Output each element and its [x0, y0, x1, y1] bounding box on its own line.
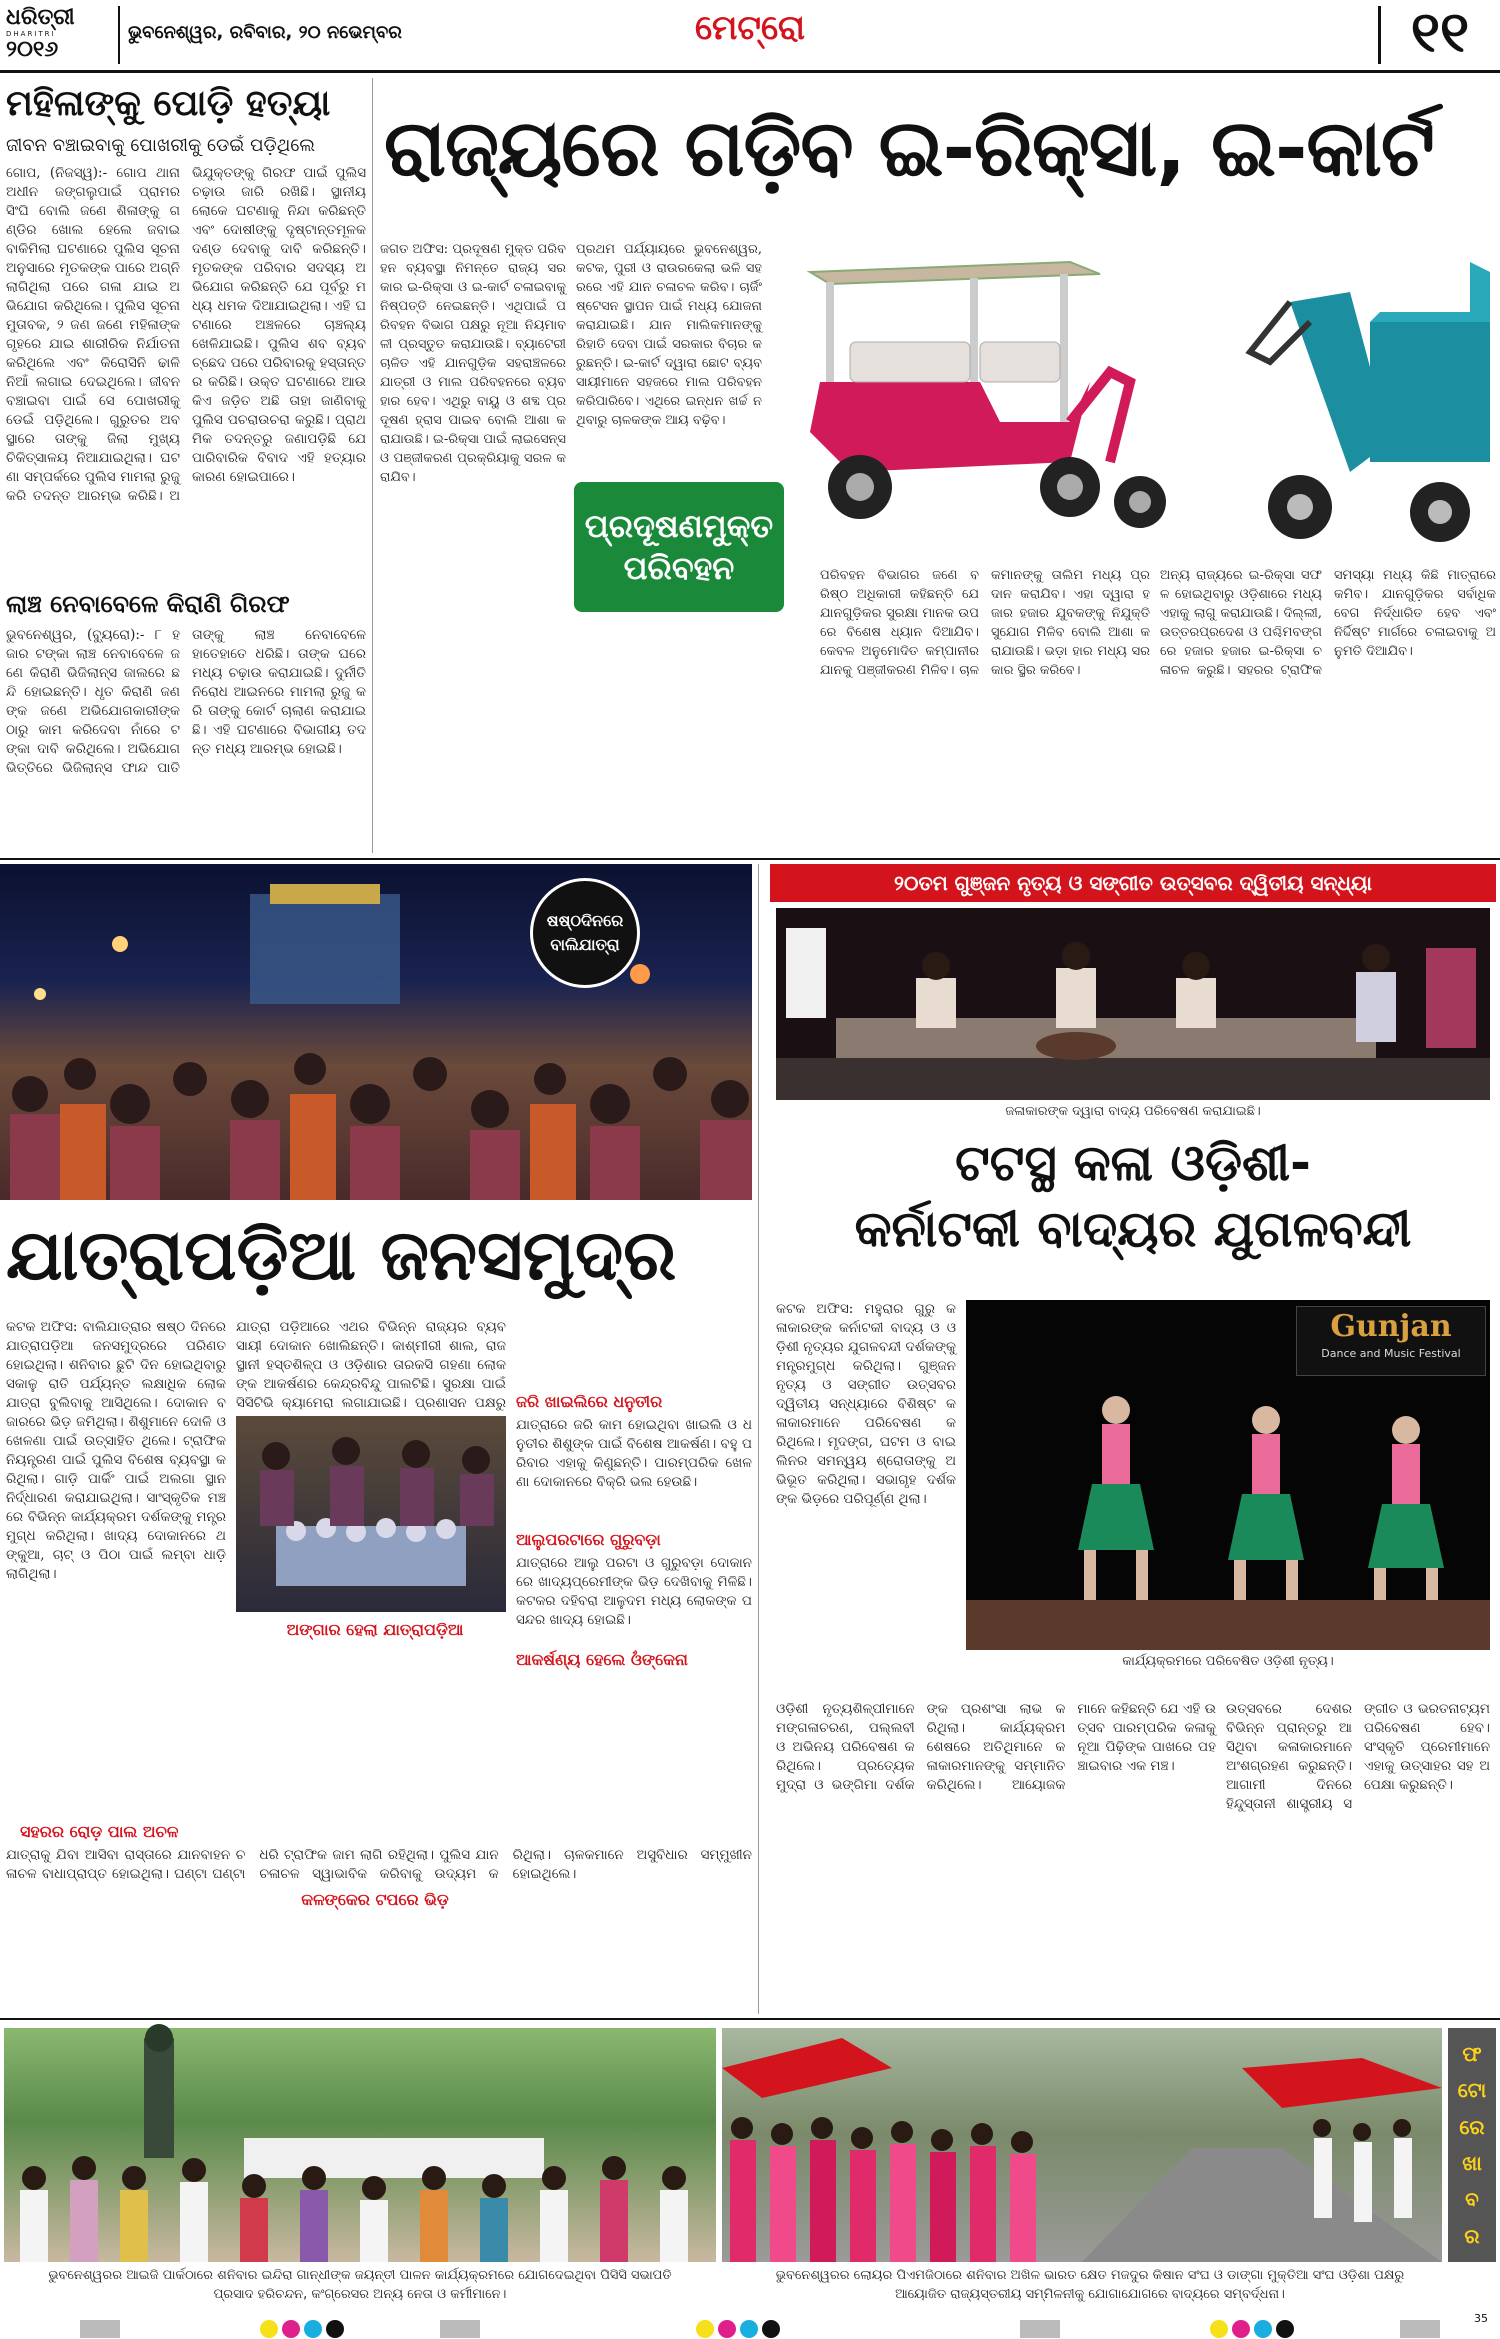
balijatra-badge [530, 878, 640, 988]
e-cart-icon [1250, 262, 1490, 542]
label-letter: ରେ [1459, 2114, 1485, 2139]
gunjan-photo1-caption: ଜଳାକାରଙ୍କ ଦ୍ୱାରା ବାଦ୍ୟ ପରିବେଷଣ କରାଯାଇଛି। [1005, 1104, 1261, 1119]
gunjan-body-b: ଓଡ଼ିଶୀ ନୃତ୍ୟଶିଳ୍ପୀମାନେ ମଙ୍ଗଳାଚରଣ, ପଲ୍ଲବୀ ଓ ଅଭିନୟ ପରିବେଷଣ କରିଥିଲେ। ପ୍ରତ୍ୟେକ ମୁଦ୍ରା ଓ ଭଙ୍ଗିମା ଦର୍ଶକଙ୍କ ପ୍ରଶଂସା ଲାଭ କରିଥିଲା। କାର୍ଯ୍ୟକ୍ରମ ଶେଷରେ ଅତିଥିମାନେ କଳାକାରମାନଙ୍କୁ ସମ୍ମାନିତ କରିଥିଲେ। ଆୟୋଜକମାନେ କହିଛନ୍ତି ଯେ ଏହି ଉତ୍ସବ ପାରମ୍ପରିକ କଳାକୁ ନୂଆ ପିଢ଼ିଙ୍କ ପାଖରେ ପହଞ୍ଚାଇବାର ଏକ ମଞ୍ଚ। [776, 1701, 1216, 1793]
gunjan-body-c: ଉତ୍ସବରେ ଦେଶର ବିଭିନ୍ନ ପ୍ରାନ୍ତରୁ ଆସିଥିବା କଳାକାରମାନେ ଅଂଶଗ୍ରହଣ କରୁଛନ୍ତି। ଆଗାମୀ ଦିନରେ ହିନ୍ଦୁସ୍ତାନୀ ଶାସ୍ତ୍ରୀୟ ସଙ୍ଗୀତ ଓ ଭରତନାଟ୍ୟମ ପରିବେଷଣ ହେବ। ସଂସ୍କୃତି ପ୍ରେମୀମାନେ ଏହାକୁ ଉତ୍ସାହର ସହ ଅପେକ୍ଷା କରୁଛନ୍ତି। [1226, 1701, 1490, 1812]
stage-banner [1296, 1306, 1486, 1376]
story1-body: ଗୋପ, (ନିଜସ୍ୱ):- ଗୋପ ଥାନା ଅଧୀନ ଜଙ୍ଗଲୁପାଇଁ ପ୍ରାମର ସିଂଘି ବୋଲି ଜଣେ ଶିଳାଙ୍କୁ ଗଣ୍ଡିର ଖୋଲ ହେଲେ ଜବାଇ ବାକିମିଲା ଘଟଣାରେ ପୁଲିସ ସୂଚନା ଅନୁସାରେ ମୃତକଙ୍କ ପାରେ ଅଗ୍ନି ଲାଗିଥିଲା ପରେ ଗଳା ଯାଇ ଅଭିଯୋଗ କରିଥିଲେ। ପୁଲିସ ସୂଚନା ମୁତାବକ, ୨ ଜଣ ଜଣେ ମହିଳାଙ୍କ ଗୃହରେ ଯାଇ ଶାରୀରିକ ନିର୍ଯାତନା କରିଥିଲେ ଏବଂ କିରୋସିନି ଢାଳି ନିଆଁ ଲଗାଇ ଦେଇଥିଲେ। ଜୀବନ ବଞ୍ଚାଇବା ପାଇଁ ସେ ପୋଖରୀକୁ ଡେଇଁ ପଡ଼ିଥିଲେ। ଗୁରୁତର ଅବସ୍ଥାରେ ତାଙ୍କୁ ଜିଲା ମୁଖ୍ୟ ଚିକିତ୍ସାଳୟ ନିଆଯାଇଥିଲା। ଘଟଣା ସମ୍ପର୍କରେ ପୁଲିସ ମାମଲା ରୁଜୁ କରି ତଦନ୍ତ ଆରମ୍ଭ କରିଛି। ଅଭିଯୁକ୍ତଙ୍କୁ ଗିରଫ ପାଇଁ ପୁଲିସ ଚଢ଼ାଉ ଜାରି ରଖିଛି। ସ୍ଥାନୀୟ ଲୋକେ ଘଟଣାକୁ ନିନ୍ଦା କରିଛନ୍ତି ଏବଂ ଦୋଷୀଙ୍କୁ ଦୃଷ୍ଟାନ୍ତମୂଳକ ଦଣ୍ଡ ଦେବାକୁ ଦାବି କରିଛନ୍ତି। ମୃତକଙ୍କ ପରିବାର ସଦସ୍ୟ ଅଭିଯୋଗ କରିଛନ୍ତି ଯେ ପୂର୍ବରୁ ମଧ୍ୟ ଧମକ ଦିଆଯାଇଥିଲା। ଏହି ଘଟଣାରେ ଅଞ୍ଚଳରେ ଚାଞ୍ଚଲ୍ୟ ଖେଳିଯାଇଛି। ପୁଲିସ ଶବ ବ୍ୟବଚ୍ଛେଦ ପରେ ପରିବାରକୁ ହସ୍ତାନ୍ତର କରିଛି। ଉକ୍ତ ଘଟଣାରେ ଆଉ କିଏ ଜଡ଼ିତ ଅଛି ତାହା ଜାଣିବାକୁ ପୁଲିସ ପଚରାଉଚରା କରୁଛି। ପ୍ରାଥମିକ ତଦନ୍ତରୁ ଜଣାପଡ଼ିଛି ଯେ ପାରିବାରିକ ବିବାଦ ଏହି ହତ୍ୟାର କାରଣ ହୋଇପାରେ। [6, 165, 366, 504]
photo-congress-caption: ଭୁବନେଶ୍ୱରର ଆଇଜି ପାର୍କଠାରେ ଶନିବାର ଇନ୍ଦିରା ଗାନ୍ଧୀଙ୍କ ଜୟନ୍ତୀ ପାଳନ କାର୍ଯ୍ୟକ୍ରମରେ ଯୋଗଦେଇଥିବା ପିସିସି ସଭାପତି ପ୍ରସାଦ ହରିଚନ୍ଦନ, କଂଗ୍ରେସର ଅନ୍ୟ ନେତା ଓ କର୍ମୀମାନେ। [48, 2268, 672, 2302]
stage-banner-title: Gunjan [1330, 1309, 1452, 1344]
label-letter: ର [1464, 2223, 1480, 2248]
gunjan-banner [770, 864, 1496, 902]
label-letter: ବ [1465, 2187, 1479, 2212]
label-letter: ଖା [1462, 2151, 1482, 2176]
gunjan-music-photo [776, 908, 1490, 1100]
photo-congress-event [4, 2028, 716, 2262]
balijatra-sub1: ଜରି ଖାଇଲିରେ ଧନୁତୀର [516, 1392, 663, 1411]
e-vehicles-photo [770, 232, 1496, 554]
balijatra-sub6: କଳଙ୍କେର ଟପରେ ଭିଡ଼ [301, 1890, 449, 1909]
stall-illustration [236, 1416, 506, 1612]
balijatra-headline: ଯାତ୍ରାପଡ଼ିଆ ଜନସମୁଦ୍ର [6, 1214, 677, 1296]
gathering-illustration [4, 2028, 716, 2262]
page-number: ୧୧ [1410, 0, 1470, 65]
logo-text: ଧରିତ୍ରୀ [6, 4, 75, 30]
lead-tag-text: ପ୍ରଦୂଷଣମୁକ୍ତ ପରିବହନ [584, 507, 774, 587]
balijatra-sub2: ଆଲୁପରଟାରେ ଗୁରୁବଡ଼ା [516, 1530, 661, 1549]
folio: 35 [1474, 2312, 1488, 2325]
photo-news-label [1448, 2028, 1496, 2262]
story2-headline: ଲାଞ୍ଚ ନେବାବେଳେ କିରାଣି ଗିରଫ [6, 590, 290, 618]
story1-subhead: ଜୀବନ ବଞ୍ଚାଇବାକୁ ପୋଖରୀକୁ ଡେଇଁ ପଡ଼ିଥିଲେ [6, 135, 316, 156]
lead-body-b: ପ୍ରଥମ ପର୍ଯ୍ୟାୟରେ ଭୁବନେଶ୍ୱର, କଟକ, ପୁରୀ ଓ ରାଉରକେଲା ଭଳି ସହରରେ ଏହି ଯାନ ଚଳାଚଳ କରିବ। ଚାର୍ଜିଂ ଷ୍ଟେସନ ସ୍ଥାପନ ପାଇଁ ମଧ୍ୟ ଯୋଜନା କରାଯାଇଛି। ଯାନ ମାଲିକମାନଙ୍କୁ ରିହାତି ଦେବା ପାଇଁ ସରକାର ବିଚାର କରୁଛନ୍ତି। ଇ-କାର୍ଟ ଦ୍ୱାରା ଛୋଟ ବ୍ୟବସାୟୀମାନେ ସହଜରେ ମାଲ ପରିବହନ କରିପାରିବେ। ଏଥିରେ ଇନ୍ଧନ ଖର୍ଚ୍ଚ ନ ଥିବାରୁ ଚାଳକଙ୍କ ଆୟ ବଢ଼ିବ। [576, 242, 762, 428]
balijatra-badge-text: ଷଷ୍ଠଦିନରେ ବାଲିଯାତ୍ରା [546, 911, 624, 954]
lead-headline: ରାଜ୍ୟରେ ଗଡ଼ିବ ଇ-ରିକ୍ସା, ଇ-କାର୍ଟ [384, 104, 1434, 194]
photo-rally-caption: ଭୁବନେଶ୍ୱରର ଲୋୟର ପିଏମଜିଠାରେ ଶନିବାର ଅଖିଳ ଭାରତ କ୍ଷେତ ମଜଦୁର କିଷାନ ସଂଘ ଓ ଡାଙ୍ଗା ମୁକ୍ତିଆ ସଂଘ ଓଡ଼ିଶା ପକ୍ଷରୁ ଆୟୋଜିତ ରାଜ୍ୟସ୍ତରୀୟ ସମ୍ମିଳନୀକୁ ଯୋଗାଯୋଗରେ ବାଦ୍ୟରେ ସମ୍ବର୍ଦ୍ଧନା। [775, 2268, 1405, 2302]
musicians-illustration [776, 908, 1490, 1100]
story1-headline: ମହିଳାଙ୍କୁ ପୋଡ଼ି ହତ୍ୟା [6, 83, 331, 124]
balijatra-sub3: ଅଙ୍ଗାର ହେଲା ଯାତ୍ରାପଡ଼ିଆ [286, 1620, 464, 1639]
balijatra-crowd-photo [0, 864, 752, 1200]
stage-banner-sub: Dance and Music Festival [1321, 1347, 1461, 1360]
gunjan-odissi-photo [966, 1300, 1490, 1650]
label-letter: ଫ [1462, 2042, 1482, 2067]
balijatra-sub5: ସହରର ରୋଡ଼ ପାଲ ଅଚଳ [20, 1822, 179, 1841]
balijatra-body-e: ଯାତ୍ରାକୁ ଯିବା ଆସିବା ରାସ୍ତାରେ ଯାନବାହନ ଚଳାଚଳ ବାଧାପ୍ରାପ୍ତ ହୋଇଥିଲା। ଘଣ୍ଟା ଘଣ୍ଟା ଧରି ଟ୍ରାଫିକ ଜାମ ଲାଗି ରହିଥିଲା। ପୁଲିସ ଯାନ ଚଳାଚଳ ସ୍ୱାଭାବିକ କରିବାକୁ ଉଦ୍ୟମ କରିଥିଲା। ଚାଳକମାନେ ଅସୁବିଧାର ସମ୍ମୁଖୀନ ହୋଇଥିଲେ। [6, 1847, 752, 1882]
balijatra-body-d: ଯାତ୍ରାରେ ଆଲୁ ପରଟା ଓ ଗୁରୁବଡ଼ା ଦୋକାନରେ ଖାଦ୍ୟପ୍ରେମୀଙ୍କ ଭିଡ଼ ଦେଖିବାକୁ ମିଳିଛି। କଟକର ଦହିବରା ଆଳୁଦମ ମଧ୍ୟ ଲୋକଙ୍କ ପସନ୍ଦର ଖାଦ୍ୟ ହୋଇଛି। [516, 1555, 752, 1628]
section-name: ମେଟ୍ରୋ [694, 8, 806, 48]
balijatra-stall-photo [236, 1416, 506, 1612]
lead-tag [574, 482, 784, 612]
balijatra-body-a: କଟକ ଅଫିସ: ବାଲିଯାତ୍ରାର ଷଷ୍ଠ ଦିନରେ ଯାତ୍ରାପଡ଼ିଆ ଜନସମୁଦ୍ରରେ ପରିଣତ ହୋଇଥିଲା। ଶନିବାର ଛୁଟି ଦିନ ହୋଇଥିବାରୁ ସକାଳୁ ରାତି ପର୍ଯ୍ୟନ୍ତ ଲକ୍ଷାଧିକ ଲୋକ ଯାତ୍ରା ବୁଲିବାକୁ ଆସିଥିଲେ। ଦୋକାନ ବଜାରରେ ଭିଡ଼ ଜମିଥିଲା। ଶିଶୁମାନେ ଦୋଳି ଓ ଖେଳଣା ପାଇଁ ଉତ୍ସାହିତ ଥିଲେ। ଟ୍ରାଫିକ ନିୟନ୍ତ୍ରଣ ପାଇଁ ପୁଲିସ ବିଶେଷ ବ୍ୟବସ୍ଥା କରିଥିଲା। ଗାଡ଼ି ପାର୍କିଂ ପାଇଁ ଅଲଗା ସ୍ଥାନ ନିର୍ଦ୍ଧାରଣ କରାଯାଇଥିଲା। ସାଂସ୍କୃତିକ ମଞ୍ଚରେ ବିଭିନ୍ନ କାର୍ଯ୍ୟକ୍ରମ ଦର୍ଶକଙ୍କୁ ମନ୍ତ୍ରମୁଗ୍ଧ କରିଥିଲା। ଖାଦ୍ୟ ଦୋକାନରେ ଥଙ୍କୁଆ, ଚାଟ୍ ଓ ପିଠା ପାଇଁ ଲମ୍ବା ଧାଡ଼ି ଲାଗିଥିଲା। [6, 1319, 226, 1582]
gunjan-photo2-caption: କାର୍ଯ୍ୟକ୍ରମରେ ପରିବେଷିତ ଓଡ଼ିଶୀ ନୃତ୍ୟ। [1122, 1654, 1334, 1669]
balijatra-body-b: ଯାତ୍ରା ପଡ଼ିଆରେ ଏଥର ବିଭିନ୍ନ ରାଜ୍ୟର ବ୍ୟବସାୟୀ ଦୋକାନ ଖୋଲିଛନ୍ତି। କାଶ୍ମୀରୀ ଶାଲ, ରାଜସ୍ଥାନୀ ହସ୍ତଶିଳ୍ପ ଓ ଓଡ଼ିଶାର ତାରକସି ଗହଣା ଲୋକଙ୍କ ଆକର୍ଷଣର କେନ୍ଦ୍ରବିନ୍ଦୁ ପାଲଟିଛି। ସୁରକ୍ଷା ପାଇଁ ସିସିଟିଭି କ୍ୟାମେରା ଲଗାଯାଇଛି। ପ୍ରଶାସନ ପକ୍ଷରୁ [236, 1319, 506, 1411]
lead-body-d: ଅନ୍ୟ ରାଜ୍ୟରେ ଇ-ରିକ୍ସା ସଫଳ ହୋଇଥିବାରୁ ଓଡ଼ିଶାରେ ମଧ୍ୟ ଏହାକୁ ଲାଗୁ କରାଯାଉଛି। ଦିଲ୍ଲୀ, ଉତ୍ତରପ୍ରଦେଶ ଓ ପଶ୍ଚିମବଙ୍ଗରେ ହଜାର ହଜାର ଇ-ରିକ୍ସା ଚଳାଚଳ କରୁଛି। ସହରର ଟ୍ରାଫିକ ସମସ୍ୟା ମଧ୍ୟ କିଛି ମାତ୍ରାରେ କମିବ। ଯାନଗୁଡ଼ିକର ସର୍ବାଧିକ ବେଗ ନିର୍ଦ୍ଧାରିତ ହେବ ଏବଂ ନିର୍ଦ୍ଦିଷ୍ଟ ମାର୍ଗରେ ଚଳାଇବାକୁ ଅନୁମତି ଦିଆଯିବ। [1160, 568, 1496, 678]
gunjan-banner-text: ୨୦ତମ ଗୁଞ୍ଜନ ନୃତ୍ୟ ଓ ସଙ୍ଗୀତ ଉତ୍ସବର ଦ୍ୱିତୀୟ ସନ୍ଧ୍ୟା [894, 871, 1372, 895]
gunjan-headline-line1: ଟଟସ୍ଥ କଳା ଓଡ଼ିଶୀ- [955, 1134, 1311, 1192]
registration-marks [0, 2318, 1500, 2339]
lead-body-c: ପରିବହନ ବିଭାଗର ଜଣେ ବରିଷ୍ଠ ଅଧିକାରୀ କହିଛନ୍ତି ଯେ ଯାନଗୁଡ଼ିକର ସୁରକ୍ଷା ମାନକ ଉପରେ ବିଶେଷ ଧ୍ୟାନ ଦିଆଯିବ। କେବଳ ଅନୁମୋଦିତ କମ୍ପାନୀର ଯାନକୁ ପଞ୍ଜୀକରଣ ମିଳିବ। ଚାଳକମାନଙ୍କୁ ତାଲିମ ମଧ୍ୟ ପ୍ରଦାନ କରାଯିବ। ଏହା ଦ୍ୱାରା ହଜାର ହଜାର ଯୁବକଙ୍କୁ ନିଯୁକ୍ତି ସୁଯୋଗ ମିଳିବ ବୋଲି ଆଶା କରାଯାଉଛି। ଭଡ଼ା ହାର ମଧ୍ୟ ସରକାର ସ୍ଥିର କରିବେ। [820, 568, 1150, 678]
lead-body-a: ଜଗତ ଅଫିସ: ପ୍ରଦୂଷଣ ମୁକ୍ତ ପରିବହନ ବ୍ୟବସ୍ଥା ନିମନ୍ତେ ରାଜ୍ୟ ସରକାର ଇ-ରିକ୍ସା ଓ ଇ-କାର୍ଟ ଚଳାଇବାକୁ ନିଷ୍ପତ୍ତି ନେଇଛନ୍ତି। ଏଥିପାଇଁ ପରିବହନ ବିଭାଗ ପକ୍ଷରୁ ନୂଆ ନିୟମାବଳୀ ପ୍ରସ୍ତୁତ କରାଯାଉଛି। ବ୍ୟାଟେରୀ ଚାଳିତ ଏହି ଯାନଗୁଡ଼ିକ ସହରାଞ୍ଚଳରେ ଯାତ୍ରୀ ଓ ମାଲ ପରିବହନରେ ବ୍ୟବହାର ହେବ। ଏଥିରୁ ବାୟୁ ଓ ଶବ୍ଦ ପ୍ରଦୂଷଣ ହ୍ରାସ ପାଇବ ବୋଲି ଆଶା କରାଯାଉଛି। ଇ-ରିକ୍ସା ପାଇଁ ଲାଇସେନ୍ସ ଓ ପଞ୍ଜୀକରଣ ପ୍ରକ୍ରିୟାକୁ ସରଳ କରାଯିବ। [380, 242, 566, 485]
crowd-illustration [0, 864, 752, 1200]
masthead [0, 0, 1500, 70]
balijatra-body-c: ଯାତ୍ରାରେ ଜରି କାମ ହୋଇଥିବା ଖାଇଲି ଓ ଧନୁତୀର ଶିଶୁଙ୍କ ପାଇଁ ବିଶେଷ ଆକର୍ଷଣ। ବହୁ ପରିବାର ଏହାକୁ କିଣୁଛନ୍ତି। ପାରମ୍ପରିକ ଖେଳଣା ଦୋକାନରେ ବିକ୍ରି ଭଲ ହେଉଛି। [516, 1417, 752, 1490]
e-rickshaw-illustration [770, 232, 1496, 554]
e-rickshaw-icon [810, 262, 1166, 528]
march-illustration [722, 2028, 1442, 2262]
dateline: ଭୁବନେଶ୍ୱର, ରବିବାର, ୨୦ ନଭେମ୍ବର [128, 22, 402, 43]
logo-year: ୨୦୧୬ [6, 37, 59, 62]
label-letter: ଟୋ [1457, 2078, 1487, 2103]
gunjan-headline-line2: କର୍ନାଟକୀ ବାଦ୍ୟର ଯୁଗଳବନ୍ଦୀ [854, 1200, 1412, 1258]
story2-body: ଭୁବନେଶ୍ୱର, (ବ୍ୟୁରୋ):- ୮ ହଜାର ଟଙ୍କା ଲାଞ୍ଚ ନେବାବେଳେ ଜଣେ କିରାଣି ଭିଜିଲାନ୍ସ ଜାଲରେ ଛନ୍ଦି ହୋଇଛନ୍ତି। ଧୃତ କିରାଣି ଜଣଙ୍କ ଜଣେ ଅଭିଯୋଗକାରୀଙ୍କ ଠାରୁ କାମ କରିଦେବା ନାଁରେ ଟଙ୍କା ଦାବି କରିଥିଲେ। ଅଭିଯୋଗ ଭିତ୍ତିରେ ଭିଜିଲାନ୍ସ ଫାନ୍ଦ ପାତି ତାଙ୍କୁ ଲାଞ୍ଚ ନେବାବେଳେ ହାତେହାତେ ଧରିଛି। ତାଙ୍କ ଘରେ ମଧ୍ୟ ଚଢ଼ାଉ କରାଯାଇଛି। ଦୁର୍ନୀତି ନିରୋଧ ଆଇନରେ ମାମଲା ରୁଜୁ କରି ତାଙ୍କୁ କୋର୍ଟ ଚାଲାଣ କରାଯାଇଛି। ଏହି ଘଟଣାରେ ବିଭାଗୀୟ ତଦନ୍ତ ମଧ୍ୟ ଆରମ୍ଭ ହୋଇଛି। [6, 627, 366, 776]
photo-rally-march [722, 2028, 1442, 2262]
gunjan-body-a: କଟକ ଅଫିସ: ମହୁରାର ଗୁରୁ କଳାକାରଙ୍କ କର୍ନାଟକୀ ବାଦ୍ୟ ଓ ଓଡ଼ିଶୀ ନୃତ୍ୟର ଯୁଗଳବନ୍ଦୀ ଦର୍ଶକଙ୍କୁ ମନ୍ତ୍ରମୁଗ୍ଧ କରିଥିଲା। ଗୁଞ୍ଜନ ନୃତ୍ୟ ଓ ସଙ୍ଗୀତ ଉତ୍ସବର ଦ୍ୱିତୀୟ ସନ୍ଧ୍ୟାରେ ବିଶିଷ୍ଟ କଳାକାରମାନେ ପରିବେଷଣ କରିଥିଲେ। ମୃଦଙ୍ଗ, ଘଟମ ଓ ବାଇଲିନର ସମନ୍ୱୟ ଶ୍ରୋତାଙ୍କୁ ଅଭିଭୂତ କରିଥିଲା। ସଭାଗୃହ ଦର୍ଶକଙ୍କ ଭିଡ଼ରେ ପରିପୂର୍ଣ୍ଣ ଥିଲା। [776, 1301, 956, 1507]
logo [6, 4, 116, 66]
balijatra-sub4: ଆକର୍ଷଣ୍ୟ ହେଲେ ଓଁଙ୍କେନା [516, 1650, 688, 1669]
logo-sub: DHARITRI [6, 30, 56, 38]
